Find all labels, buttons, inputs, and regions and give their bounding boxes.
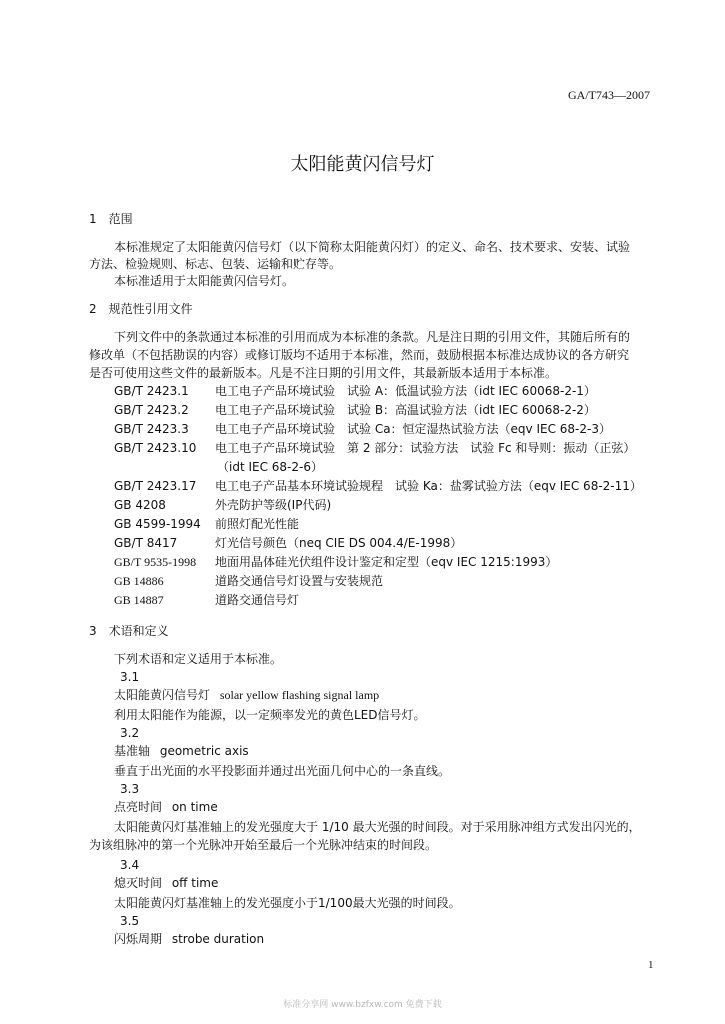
term-name-cn: 熄灭时间	[114, 876, 163, 890]
reference-code: GB 14887	[114, 593, 164, 607]
reference-code: GB/T 2423.2	[114, 403, 189, 417]
document-title: 太阳能黄闪信号灯	[290, 154, 435, 175]
term-name-cn: 点亮时间	[114, 800, 163, 814]
term-name-en: on time	[171, 800, 218, 814]
term-name	[114, 800, 218, 814]
section-1-paragraph-line: 方法、检验规则、标志、包装、运输和贮存等。	[89, 257, 342, 271]
reference-code: GB/T 8417	[114, 536, 178, 550]
reference-title-continuation: （idt IEC 68-2-6）	[217, 460, 323, 474]
term-name-en: off time	[171, 876, 219, 890]
reference-title: 道路交通信号灯	[215, 593, 300, 607]
term-number: 3.1	[120, 670, 140, 684]
term-number: 3.2	[120, 726, 140, 740]
term-number: 3.3	[120, 782, 140, 796]
reference-title: 电工电子产品环境试验 试验 Ca：恒定湿热试验方法（eqv IEC 68-2-3）	[215, 422, 611, 436]
reference-code: GB 4599-1994	[114, 517, 201, 531]
term-name	[114, 744, 249, 758]
reference-title: 道路交通信号灯设置与安装规范	[215, 574, 384, 588]
term-definition-text: 利用太阳能作为能源，以一定频率发光的黄色LED信号灯。	[114, 708, 426, 722]
reference-code: GB 14886	[114, 574, 164, 588]
reference-title: 电工电子产品环境试验 第 2 部分：试验方法 试验 Fc 和导则：振动（正弦）	[215, 441, 636, 455]
term-name	[114, 876, 218, 890]
term-name-en: geometric axis	[159, 744, 249, 758]
section-2-heading: 2 规范性引用文件	[89, 302, 193, 316]
reference-code: GB 4208	[114, 498, 166, 512]
term-name	[114, 932, 264, 946]
term-name	[114, 688, 379, 702]
section-2-intro-line: 下列文件中的条款通过本标准的引用而成为本标准的条款。凡是注日期的引用文件，其随后所有的	[114, 330, 631, 344]
reference-title: 地面用晶体硅光伏组件设计鉴定和定型（eqv IEC 1215:1993）	[215, 555, 558, 569]
term-number: 3.5	[120, 914, 140, 928]
reference-title: 电工电子产品环境试验 试验 A：低温试验方法（idt IEC 60068-2-1）	[215, 384, 596, 398]
section-3-heading: 3 术语和定义	[89, 624, 169, 638]
term-name-cn: 基准轴	[114, 744, 151, 758]
reference-code: GB/T 2423.3	[114, 422, 189, 436]
term-definition-text: 太阳能黄闪灯基准轴上的发光强度大于 1/10 最大光强的时间段。对于采用脉冲组方式发出闪光的，	[114, 820, 641, 834]
reference-code: GB/T 2423.1	[114, 384, 189, 398]
reference-title: 电工电子产品基本环境试验规程 试验 Ka：盐雾试验方法（eqv IEC 68-2-11）	[215, 479, 642, 493]
reference-title: 前照灯配光性能	[215, 517, 300, 531]
section-1-scope-line: 本标准适用于太阳能黄闪信号灯。	[114, 274, 295, 288]
term-definition-text: 为该组脉冲的第一个光脉冲开始至最后一个光脉冲结束的时间段。	[89, 838, 438, 852]
term-name-en: strobe duration	[171, 932, 265, 946]
section-3-intro: 下列术语和定义适用于本标准。	[114, 652, 283, 666]
reference-title: 灯光信号颜色（neq CIE DS 004.4/E-1998）	[215, 536, 463, 550]
term-definition-text: 太阳能黄闪灯基准轴上的发光强度小于1/100最大光强的时间段。	[114, 896, 461, 910]
section-2-intro-line: 是否可使用这些文件的最新版本。凡是不注日期的引用文件，其最新版本适用于本标准。	[89, 366, 558, 380]
term-name-cn: 闪烁周期	[114, 932, 163, 946]
term-number: 3.4	[120, 858, 140, 872]
reference-title: 外壳防护等级(IP代码)	[215, 498, 332, 512]
section-2-intro-line: 修改单（不包括勘误的内容）或修订版均不适用于本标准，然而，鼓励根据本标准达成协议的各方研究	[89, 348, 630, 362]
reference-title: 电工电子产品环境试验 试验 B：高温试验方法（idt IEC 60068-2-2）	[215, 403, 596, 417]
page-number: 1	[648, 959, 654, 971]
term-name-en: solar yellow flashing signal lamp	[219, 688, 380, 702]
reference-code: GB/T 9535-1998	[114, 555, 197, 569]
reference-code: GB/T 2423.17	[114, 479, 197, 493]
footer-watermark: 标准分享网 www.bzfxw.com 免费下载	[283, 1000, 442, 1010]
standard-number: GA/T743—2007	[568, 88, 650, 102]
term-name-cn: 太阳能黄闪信号灯	[114, 688, 211, 702]
reference-code: GB/T 2423.10	[114, 441, 197, 455]
term-definition-text: 垂直于出光面的水平投影面并通过出光面几何中心的一条直线。	[114, 764, 451, 778]
section-1-heading: 1 范围	[89, 212, 133, 226]
section-1-paragraph-line: 本标准规定了太阳能黄闪信号灯（以下简称太阳能黄闪灯）的定义、命名、技术要求、安装、试验	[114, 240, 631, 254]
